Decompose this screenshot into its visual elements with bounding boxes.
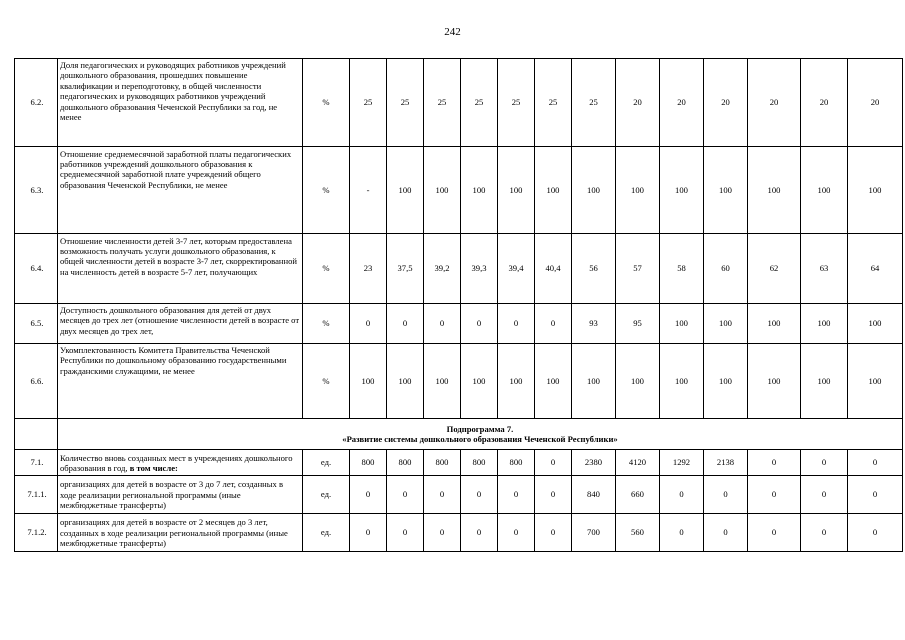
subprogram-subtitle: «Развитие системы дошкольного образования Чеченской Республики» [342,434,618,444]
table-row [15,304,903,344]
value-cell: 0 [424,514,461,552]
value-cell: 800 [461,450,498,476]
unit: ед. [303,450,350,476]
value-cell: 100 [660,304,704,344]
row-number: 7.1.2. [15,514,58,552]
indicator-name-text: Доля педагогических и руководящих работников учреждений дошкольного образования, прошедших повышение квалификации и переподготовку, в общей численности педагогических и руководящих работников учреждений дошкольного образования Чеченской Республики за год, не менее [60,60,286,123]
value-cell: 100 [801,344,848,419]
value-cell: 0 [387,476,424,514]
value-cell: 100 [424,147,461,234]
subprogram-title: Подпрограмма 7. [446,423,514,434]
value-cell: 20 [801,59,848,147]
value-cell: 64 [848,234,903,304]
indicator-name-text: Отношение среднемесячной заработной платы педагогических работников учреждений дошкольного образования к среднемесячной заработной плате учреждений общего образования Чеченской Республики, не менее [60,148,292,190]
value-cell: 800 [424,450,461,476]
indicator-name-emphasis: в том числе: [127,463,178,473]
unit: % [303,147,350,234]
value-cell: 100 [704,304,748,344]
indicator-name-text: организациях для детей в возрасте от 2 месяцев до 3 лет, созданных в ходе реализации региональной программы (иные межбюджетные трансферты) [60,517,288,549]
value-cell: 20 [704,59,748,147]
unit: % [303,234,350,304]
indicator-name [58,147,303,234]
indicator-name-clip [60,60,300,145]
indicator-name-text: организациях для детей в возрасте от 3 до 7 лет, созданных в ходе реализации региональной программы (иные межбюджетные трансферты) [60,479,284,511]
value-cell: 100 [572,344,616,419]
value-cell: 39,3 [461,234,498,304]
value-cell: 0 [535,304,572,344]
value-cell: 100 [424,344,461,419]
value-cell: 0 [461,514,498,552]
value-cell: 2138 [704,450,748,476]
subprogram-header [58,419,903,450]
indicator-name [58,476,303,514]
value-cell: 0 [461,304,498,344]
unit: ед. [303,514,350,552]
row-number: 7.1. [15,450,58,476]
value-cell: 100 [535,344,572,419]
value-cell: 0 [748,450,801,476]
value-cell: 100 [572,147,616,234]
value-cell: 100 [387,147,424,234]
indicator-name [58,450,303,476]
value-cell: 0 [848,514,903,552]
indicator-name-clip [60,149,300,233]
value-cell: 0 [848,476,903,514]
value-cell: 58 [660,234,704,304]
indicator-name [58,514,303,552]
value-cell: 100 [616,147,660,234]
value-cell: 4120 [616,450,660,476]
value-cell: 25 [350,59,387,147]
value-cell: 20 [616,59,660,147]
value-cell: 800 [498,450,535,476]
value-cell: 0 [748,514,801,552]
indicator-name [58,344,303,419]
value-cell: 840 [572,476,616,514]
value-cell: 100 [616,344,660,419]
value-cell: 0 [461,476,498,514]
value-cell: 20 [748,59,801,147]
value-cell: 25 [424,59,461,147]
value-cell: 0 [848,450,903,476]
row-number: 6.5. [15,304,58,344]
value-cell: 100 [535,147,572,234]
table-row [15,234,903,304]
value-cell: 40,4 [535,234,572,304]
indicator-name-clip [60,345,300,417]
empty-cell [15,419,58,450]
value-cell: 0 [498,514,535,552]
value-cell: 0 [660,514,704,552]
indicator-name-text: Отношение численности детей 3-7 лет, которым предоставлена возможность получать услуги дошкольного образования, к общей численности детей в возрасте 3-7 лет, скорректированной на численность детей в возрасте 5-7 лет, получающих [60,235,297,277]
unit: % [303,344,350,419]
value-cell: 800 [350,450,387,476]
value-cell: 93 [572,304,616,344]
value-cell: 100 [461,147,498,234]
table-row [15,344,903,419]
row-number: 7.1.1. [15,476,58,514]
table-row [15,59,903,147]
indicators-table [14,58,903,552]
value-cell: 0 [801,450,848,476]
value-cell: 100 [801,304,848,344]
value-cell: 25 [535,59,572,147]
value-cell: 0 [350,476,387,514]
value-cell: 0 [387,514,424,552]
row-number: 6.4. [15,234,58,304]
value-cell: 56 [572,234,616,304]
value-cell: 25 [461,59,498,147]
value-cell: 0 [704,514,748,552]
value-cell: 37,5 [387,234,424,304]
value-cell: 0 [535,514,572,552]
value-cell: 0 [535,476,572,514]
value-cell: 63 [801,234,848,304]
value-cell: 100 [350,344,387,419]
value-cell: 23 [350,234,387,304]
value-cell: 0 [424,304,461,344]
value-cell: 100 [461,344,498,419]
indicator-name-text: Укомплектованность Комитета Правительства Чеченской Республики по дошкольному образованию государственными гражданскими служащими, не менее [60,345,287,376]
value-cell: 62 [748,234,801,304]
value-cell: 100 [748,344,801,419]
value-cell: - [350,147,387,234]
value-cell: 25 [387,59,424,147]
row-number: 6.2. [15,59,58,147]
value-cell: 100 [848,147,903,234]
value-cell: 0 [387,304,424,344]
value-cell: 0 [748,476,801,514]
table-row [15,514,903,552]
value-cell: 100 [498,344,535,419]
value-cell: 2380 [572,450,616,476]
value-cell: 39,4 [498,234,535,304]
value-cell: 39,2 [424,234,461,304]
value-cell: 25 [498,59,535,147]
value-cell: 100 [660,344,704,419]
value-cell: 700 [572,514,616,552]
value-cell: 1292 [660,450,704,476]
indicator-name-clip [60,305,300,342]
unit: % [303,304,350,344]
value-cell: 0 [535,450,572,476]
indicator-name-text: Доступность дошкольного образования для детей от двух месяцев до трех лет (отношение численности детей в возрасте от двух месяцев до трех лет, [60,305,300,336]
table-row [15,450,903,476]
value-cell: 0 [498,304,535,344]
indicator-name-text: Количество вновь созданных мест в учреждениях дошкольного образования в год, [60,452,293,473]
value-cell: 100 [498,147,535,234]
value-cell: 0 [350,514,387,552]
value-cell: 60 [704,234,748,304]
value-cell: 100 [848,344,903,419]
row-number: 6.6. [15,344,58,419]
unit: ед. [303,476,350,514]
value-cell: 25 [572,59,616,147]
value-cell: 800 [387,450,424,476]
value-cell: 100 [660,147,704,234]
value-cell: 0 [350,304,387,344]
value-cell: 20 [660,59,704,147]
indicator-name [58,304,303,344]
indicator-name-clip [60,236,300,303]
indicator-name [58,234,303,304]
value-cell: 0 [498,476,535,514]
value-cell: 57 [616,234,660,304]
value-cell: 100 [748,147,801,234]
table-row [15,476,903,514]
value-cell: 0 [660,476,704,514]
value-cell: 0 [424,476,461,514]
subprogram-row [15,419,903,450]
value-cell: 20 [848,59,903,147]
value-cell: 100 [848,304,903,344]
value-cell: 560 [616,514,660,552]
value-cell: 660 [616,476,660,514]
indicator-name [58,59,303,147]
value-cell: 0 [704,476,748,514]
value-cell: 100 [748,304,801,344]
value-cell: 100 [387,344,424,419]
value-cell: 0 [801,476,848,514]
page-number: 242 [444,26,461,38]
value-cell: 100 [704,344,748,419]
row-number: 6.3. [15,147,58,234]
value-cell: 95 [616,304,660,344]
unit: % [303,59,350,147]
table-row [15,147,903,234]
value-cell: 100 [704,147,748,234]
value-cell: 0 [801,514,848,552]
value-cell: 100 [801,147,848,234]
